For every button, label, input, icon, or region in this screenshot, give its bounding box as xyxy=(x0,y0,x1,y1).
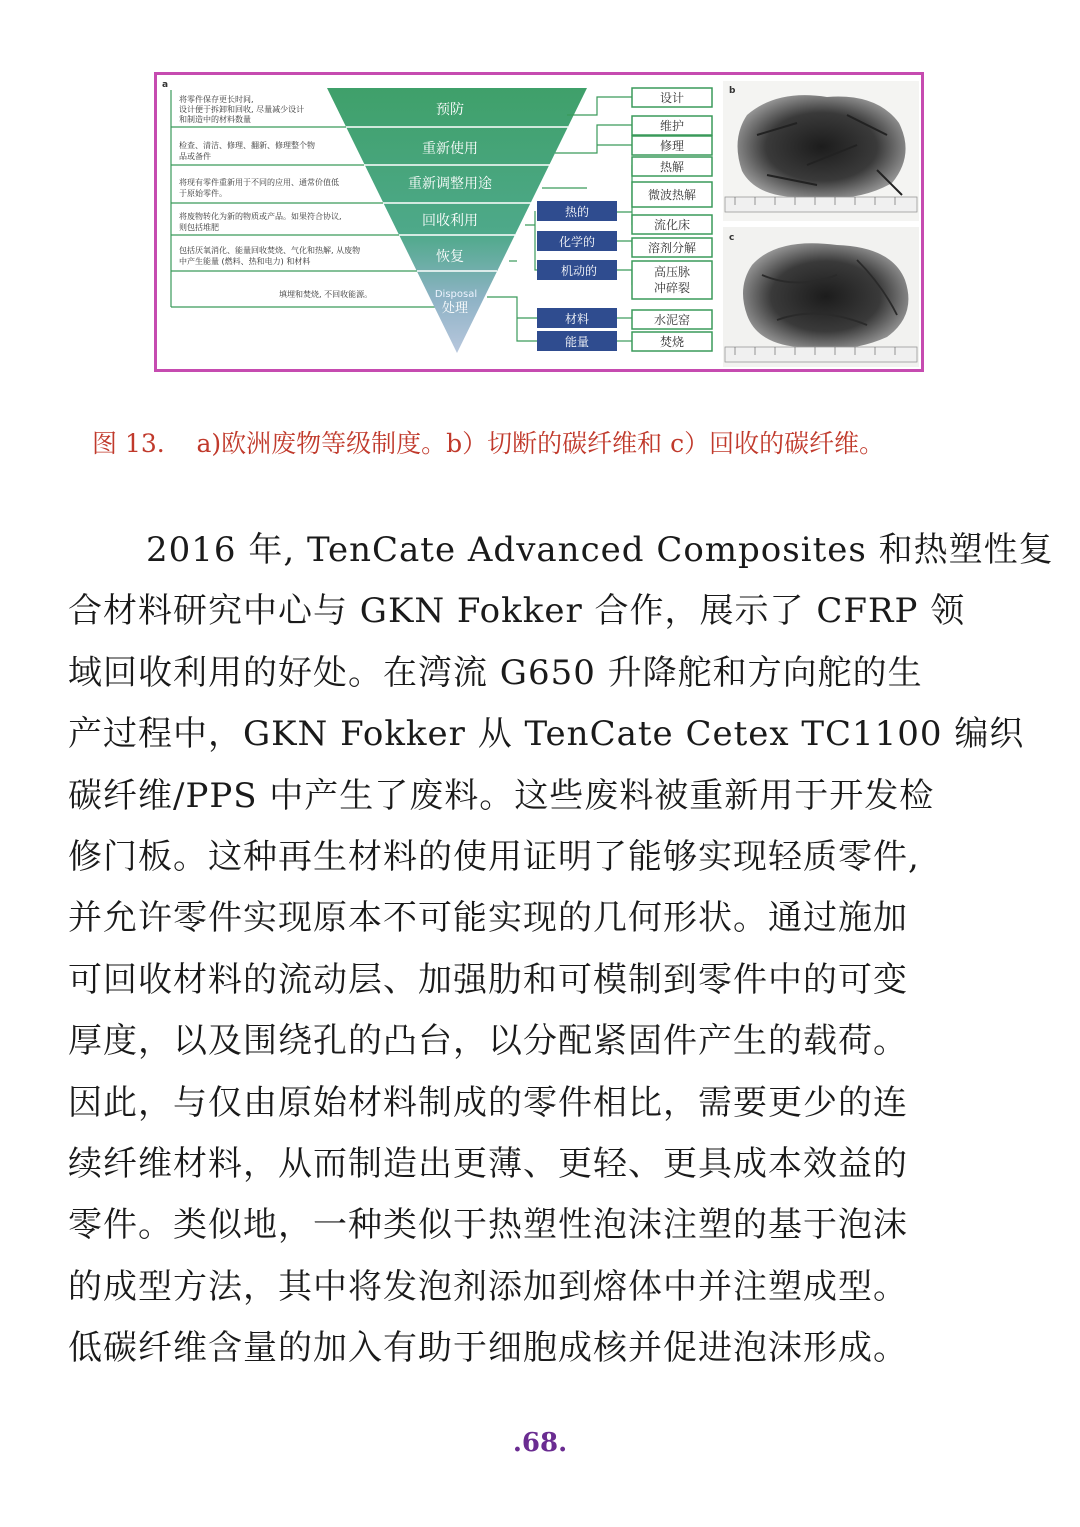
body-paragraph xyxy=(68,520,1054,1379)
body-line: 2016 年, TenCate Advanced Composites 和热塑性复 xyxy=(146,530,1054,570)
ruler xyxy=(725,197,917,212)
body-line: 续纤维材料，从而制造出更薄、更轻、更具成本效益的 xyxy=(68,1143,908,1184)
method-label: 冲碎裂 xyxy=(653,281,691,295)
method-label: 维护 xyxy=(659,119,685,133)
description-text: 中产生能量 (燃料、热和电力) 和材料 xyxy=(179,257,311,266)
description-text: 包括厌氧消化、能量回收焚烧、气化和热解, 从废物 xyxy=(179,246,361,255)
method-label: 微波热解 xyxy=(647,188,697,202)
body-line: 可回收材料的流动层、加强肋和可模制到零件中的可变 xyxy=(68,959,908,1000)
photo-chopped-carbon-fiber xyxy=(723,81,919,221)
category-label: 机动的 xyxy=(560,264,598,278)
body-line: 厚度，以及围绕孔的凸台，以分配紧固件产生的载荷。 xyxy=(68,1021,908,1062)
body-line: 合材料研究中心与 GKN Fokker 合作，展示了 CFRP 领 xyxy=(68,591,966,632)
category-label: 热的 xyxy=(564,205,590,219)
description-text: 品或备件 xyxy=(179,152,211,161)
figure-waste-hierarchy xyxy=(154,72,924,372)
category-label: 能量 xyxy=(564,335,590,349)
method-label: 设计 xyxy=(659,91,685,105)
pyramid-level-label: 重新调整用途 xyxy=(408,176,492,192)
description-text: 于原始零件。 xyxy=(179,189,227,198)
method-label: 热解 xyxy=(659,160,685,174)
panel-c-label: c xyxy=(729,233,735,243)
method-label: 流化床 xyxy=(653,218,691,232)
body-line: 低碳纤维含量的加入有助于细胞成核并促进泡沫形成。 xyxy=(68,1328,908,1369)
disposal-cn-label: 处理 xyxy=(441,301,469,316)
body-line: 因此，与仅由原始材料制成的零件相比，需要更少的连 xyxy=(68,1082,908,1123)
pyramid-level-label: 恢复 xyxy=(436,249,464,265)
category-label: 化学的 xyxy=(558,235,596,249)
description-text: 检查、清洁、修理、翻新、修理整个物 xyxy=(179,141,315,150)
category-boxes xyxy=(537,201,617,351)
body-line: 零件。类似地，一种类似于热塑性泡沫注塑的基于泡沫 xyxy=(68,1205,908,1246)
body-line: 的成型方法，其中将发泡剂添加到熔体中并注塑成型。 xyxy=(68,1266,908,1307)
ruler xyxy=(725,347,917,362)
figure-graphic xyxy=(157,75,921,369)
body-line: 域回收利用的好处。在湾流 G650 升降舵和方向舵的生 xyxy=(68,652,923,693)
page-number: .68. xyxy=(512,1428,568,1458)
description-text: 将零件保存更长时间, xyxy=(179,95,254,104)
description-text: 将现有零件重新用于不同的应用、通常价值低 xyxy=(179,178,339,187)
description-text: 和制造中的材料数量 xyxy=(179,115,251,124)
panel-a-label: a xyxy=(162,80,169,90)
body-line: 修门板。这种再生材料的使用证明了能够实现轻质零件, xyxy=(68,836,920,877)
figure-caption: 图 13. a)欧洲废物等级制度。b）切断的碳纤维和 c）回收的碳纤维。 xyxy=(92,429,885,458)
method-label: 焚烧 xyxy=(659,335,685,349)
description-text: 填埋和焚烧, 不回收能源。 xyxy=(279,290,373,299)
method-label: 水泥窑 xyxy=(653,313,691,327)
method-label: 溶剂分解 xyxy=(647,241,697,255)
method-label: 修理 xyxy=(659,139,685,153)
pyramid-level-label: 预防 xyxy=(436,102,464,118)
description-text: 则包括堆肥 xyxy=(179,223,219,232)
body-line: 碳纤维/PPS 中产生了废料。这些废料被重新用于开发检 xyxy=(68,775,935,816)
disposal-en-label: Disposal xyxy=(434,289,478,300)
body-line: 并允许零件实现原本不可能实现的几何形状。通过施加 xyxy=(68,898,908,939)
pyramid-level-label: 重新使用 xyxy=(422,141,478,157)
pyramid-level-label: 回收利用 xyxy=(422,213,478,229)
descriptions xyxy=(179,94,372,299)
method-label: 高压脉 xyxy=(653,265,691,279)
panel-b-label: b xyxy=(729,86,736,96)
category-label: 材料 xyxy=(564,312,590,326)
description-text: 将废物转化为新的物质或产品。如果符合协议, xyxy=(179,212,342,221)
body-line: 产过程中，GKN Fokker 从 TenCate Cetex TC1100 编织 xyxy=(68,714,1025,755)
description-text: 设计便于拆卸和回收, 尽量减少设计 xyxy=(179,105,305,114)
method-boxes xyxy=(632,88,712,351)
photo-recycled-carbon-fiber xyxy=(723,227,919,367)
